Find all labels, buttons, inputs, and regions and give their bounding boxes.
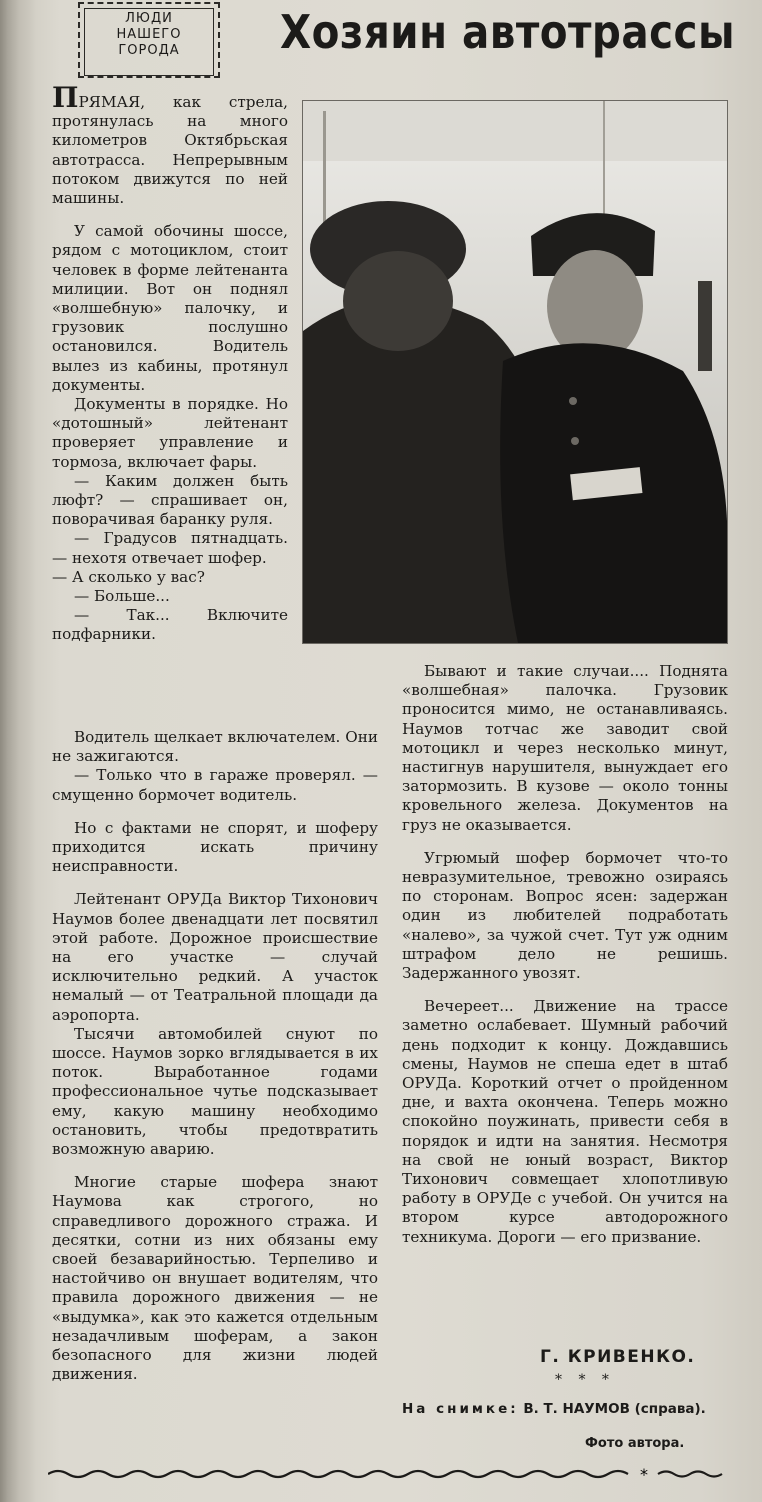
paragraph-6: — А сколько у вас? xyxy=(52,567,205,586)
rubric-line-2: НАШЕГО xyxy=(116,27,182,42)
paragraph-2: У самой обочины шоссе, рядом с мотоциклом, стоит человек в форме лейтенанта милиции. Вот он поднял «волшебную» палочку, и грузовик послушно остановился. Водитель вылез из кабины, протянул документы. xyxy=(52,222,288,394)
paragraph-11: Но с фактами не спорят, и шоферу приходится искать причину неисправности. xyxy=(52,818,378,876)
photo-credit: Фото автора. xyxy=(585,1436,685,1451)
article-column-left-top xyxy=(52,81,288,645)
article-column-left-bottom xyxy=(52,728,378,1385)
caption-text: В. Т. НАУМОВ (справа). xyxy=(523,1401,706,1417)
paragraph-1-text: РЯМАЯ, как стрела, протянулась на много километров Октябрьская автотрасса. Непрерывным потоком движутся по ней машины. xyxy=(52,93,288,208)
photo-two-militiamen xyxy=(302,100,728,644)
wavy-rule-divider xyxy=(48,1466,728,1482)
drop-cap: П xyxy=(52,81,79,114)
article-column-right xyxy=(402,662,728,1247)
photo-caption xyxy=(402,1400,722,1418)
article-headline: Хозяин автотрассы xyxy=(280,5,736,59)
paragraph-13: Тысячи автомобилей снуют по шоссе. Наумов зорко вглядывается в их поток. Выработанное годами профессиональное чутье подсказывает ему, какую машину необходимо остановить, чтобы предотвратить возможную аварию. xyxy=(52,1024,378,1159)
paragraph-15: Бывают и такие случаи.... Поднята «волшебная» палочка. Грузовик проносится мимо, не останавливаясь. Наумов тотчас же заводит свой мотоцикл и через несколько минут, настигнув нарушителя, вынуждает его затормозить. В кузове — около тонны кровельного железа. Документов на груз не оказывается. xyxy=(402,662,728,834)
paragraph-12: Лейтенант ОРУДа Виктор Тихонович Наумов более двенадцати лет посвятил этой работе. Дорожное происшествие на его участке — случай исключительно редкий. А участок немалый — от Театральной площади да аэропорта. xyxy=(52,890,378,1024)
caption-label: На снимке: xyxy=(402,1401,519,1417)
paragraph-10: — Только что в гараже проверял. — смущенно бормочет водитель. xyxy=(52,766,378,804)
paragraph-14: Многие старые шофера знают Наумова как строгого, но справедливого дорожного стража. И десятки, сотни из них обязаны ему своей безаварийностью. Терпеливо и настойчиво он внушает водителям, что правила дорожного движения — не «выдумка», как это кажется отдельным незадачливым шоферам, а закон безопасного для жизни людей движения. xyxy=(52,1173,378,1384)
author-signature: Г. КРИВЕНКО. xyxy=(540,1347,696,1367)
separator-stars: * * * xyxy=(555,1372,615,1388)
paragraph-16: Угрюмый шофер бормочет что-то невразумительное, тревожно озираясь по сторонам. Вопрос ясен: задержан один из любителей подработать «налево», за чужой счет. Тут уж одним штрафом дело не решишь. Задержанного увозят. xyxy=(402,848,728,983)
paragraph-8: — Так... Включите подфарники. xyxy=(52,606,288,644)
paragraph-3: Документы в порядке. Но «дотошный» лейтенант проверяет управление и тормоза, включает фары. xyxy=(52,395,288,471)
paragraph-1 xyxy=(52,81,288,208)
paragraph-17: Вечереет... Движение на трассе заметно ослабевает. Шумный рабочий день подходит к концу. Дождавшись смены, Наумов не спеша едет в штаб ОРУДа. Короткий отчет о пройденном дне, и вахта окончена. Теперь можно спокойно поужинать, привести себя в порядок и идти на занятия. Несмотря на свой не юный возраст, Виктор Тихонович совмещает хлопотливую работу в ОРУДе с учебой. Он учится на втором курсе автодорожного техникума. Дороги — его призвание. xyxy=(402,997,728,1246)
paragraph-4: — Каким должен быть люфт? — спрашивает он, поворачивая баранку руля. xyxy=(52,471,288,529)
paragraph-7: — Больше... xyxy=(74,587,170,606)
rubric-line-1: ЛЮДИ xyxy=(125,11,173,26)
rubric-line-3: ГОРОДА xyxy=(118,43,180,58)
rule-end-mark: * xyxy=(640,1466,648,1482)
page-binding-edge xyxy=(0,0,36,1502)
paragraph-5: — Градусов пятнадцать. — нехотя отвечает шофер. xyxy=(52,529,288,567)
paragraph-9: Водитель щелкает включателем. Они не зажигаются. xyxy=(52,728,378,766)
rubric-box xyxy=(78,2,220,78)
photo-illustration xyxy=(303,101,727,643)
rubric-inner xyxy=(84,8,214,76)
